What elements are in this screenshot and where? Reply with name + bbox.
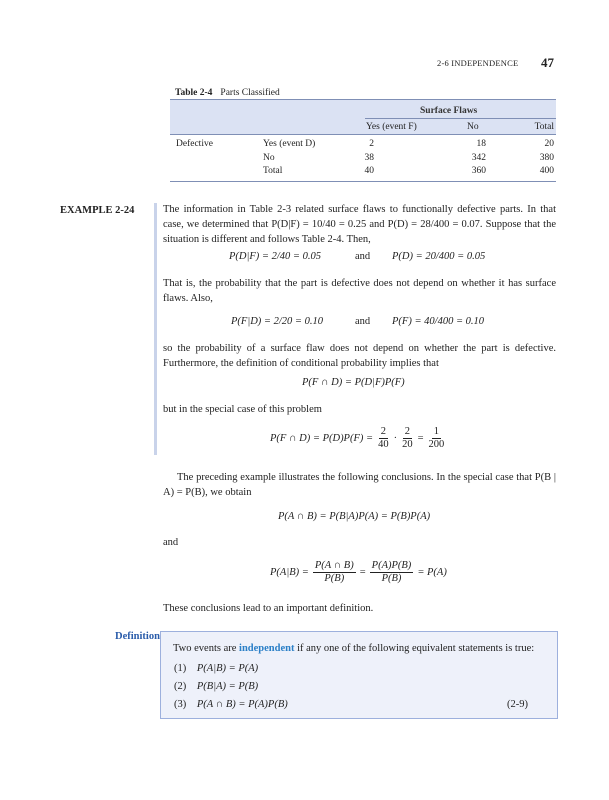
col-header-yes: Yes (event F) (366, 122, 417, 132)
definition-item-number: (1) (174, 663, 187, 674)
parts-table (170, 99, 556, 189)
definition-keyword: independent (239, 643, 295, 654)
definition-intro-text: Two events are (173, 643, 237, 654)
equation-3: P(F ∩ D) = P(D|F)P(F) (302, 377, 405, 388)
cell: 38 (364, 153, 374, 163)
definition-item-expression: P(B|A) = P(B) (196, 681, 259, 692)
cell: 18 (476, 139, 486, 149)
definition-item (174, 699, 288, 710)
cell: 360 (471, 166, 486, 176)
definition-item (174, 663, 258, 674)
definition-intro (173, 643, 534, 654)
fraction-numerator: 2 (380, 426, 386, 437)
fraction-1-200 (427, 426, 447, 451)
running-header: 2-6 INDEPENDENCE (437, 58, 519, 68)
definition-box (160, 631, 558, 719)
example-paragraph-2: That is, the probability that the part is defective does not depend on whether it has surface flaws. Also, (163, 278, 556, 304)
equation-2-and: and (355, 316, 371, 327)
equation-6 (270, 560, 447, 585)
definition-label: Definition (115, 631, 160, 642)
row-label: Total (263, 166, 283, 176)
equation-2-right: P(F) = 40/400 = 0.10 (392, 316, 485, 327)
definition-intro-text: if any one of the following equivalent statements is true: (297, 643, 535, 654)
table-header-band (170, 100, 556, 134)
fraction-numerator: 1 (433, 426, 440, 437)
fraction-2-40 (376, 426, 391, 451)
fraction-pab-over-pb (313, 560, 356, 585)
group-header: Surface Flaws (420, 106, 478, 116)
cell: 342 (471, 153, 486, 163)
example-paragraph-3: so the probability of a surface flaw does not depend on whether the part is defective. Furthermore, the definition of conditional probability implies that (163, 343, 556, 369)
fraction-denominator: P(B) (324, 573, 345, 584)
equation-1-left: P(D|F) = 2/40 = 0.05 (229, 251, 322, 262)
row-group-label: Defective (176, 139, 213, 149)
definition-item-expression: P(A ∩ B) = P(A)P(B) (196, 699, 288, 710)
fraction-2-20 (400, 426, 415, 451)
fraction-numerator: P(A)P(B) (371, 560, 412, 571)
conclusions-paragraph: The preceding example illustrates the following conclusions. In the special case that P(B | A) = P(B), we obtain (163, 472, 556, 498)
fraction-denominator: 20 (402, 439, 413, 450)
fraction-denominator: 40 (378, 439, 389, 450)
equals-sign: = (417, 433, 424, 444)
col-header-total: Total (534, 122, 554, 132)
equation-6-lhs: P(A|B) = (270, 567, 309, 578)
table-caption (175, 87, 280, 98)
equation-5: P(A ∩ B) = P(B|A)P(A) = P(B)P(A) (278, 511, 431, 522)
equals-sign: = (359, 567, 366, 578)
cell: 20 (544, 139, 554, 149)
col-header-no: No (467, 122, 479, 132)
and-text: and (163, 537, 179, 548)
definition-item-expression: P(A|B) = P(A) (196, 663, 259, 674)
table-title: Parts Classified (220, 88, 280, 98)
example-paragraph-4: but in the special case of this problem (163, 404, 322, 415)
definition-item (174, 681, 258, 692)
conclusions-closing: These conclusions lead to an important definition. (163, 603, 374, 614)
cell: 400 (539, 166, 554, 176)
fraction-numerator: P(A ∩ B) (314, 560, 354, 571)
page-number: 47 (541, 55, 554, 70)
definition-item-number: (2) (174, 681, 187, 692)
cell: 380 (539, 153, 554, 163)
fraction-papb-over-pb (370, 560, 414, 585)
table-label: Table 2-4 (175, 88, 213, 98)
equation-1-right: P(D) = 20/400 = 0.05 (392, 251, 486, 262)
cell: 2 (369, 139, 374, 149)
equation-2-left: P(F|D) = 2/20 = 0.10 (231, 316, 324, 327)
fraction-denominator: P(B) (381, 573, 402, 584)
fraction-denominator: 200 (428, 439, 445, 450)
fraction-numerator: 2 (404, 426, 410, 437)
row-label: Yes (event D) (263, 139, 316, 149)
equation-4-lhs: P(F ∩ D) = P(D)P(F) = (270, 433, 374, 444)
equation-number: (2-9) (507, 699, 528, 710)
cell: 40 (364, 166, 374, 176)
multiply-dot: · (393, 433, 398, 444)
equation-1-and: and (355, 251, 371, 262)
equation-4 (270, 426, 446, 451)
example-sidebar (154, 203, 157, 455)
equation-6-rhs: = P(A) (417, 567, 447, 578)
example-label: EXAMPLE 2-24 (60, 205, 135, 216)
row-label: No (263, 153, 275, 163)
definition-item-number: (3) (174, 699, 187, 710)
example-paragraph-1: The information in Table 2-3 related surface flaws to functionally defective parts. In that case, we determined that P(D|F) = 10/40 = 0.25 and P(D) = 28/400 = 0.07. Suppose that the situation is different and follows Table 2-4. Then, (163, 204, 556, 245)
